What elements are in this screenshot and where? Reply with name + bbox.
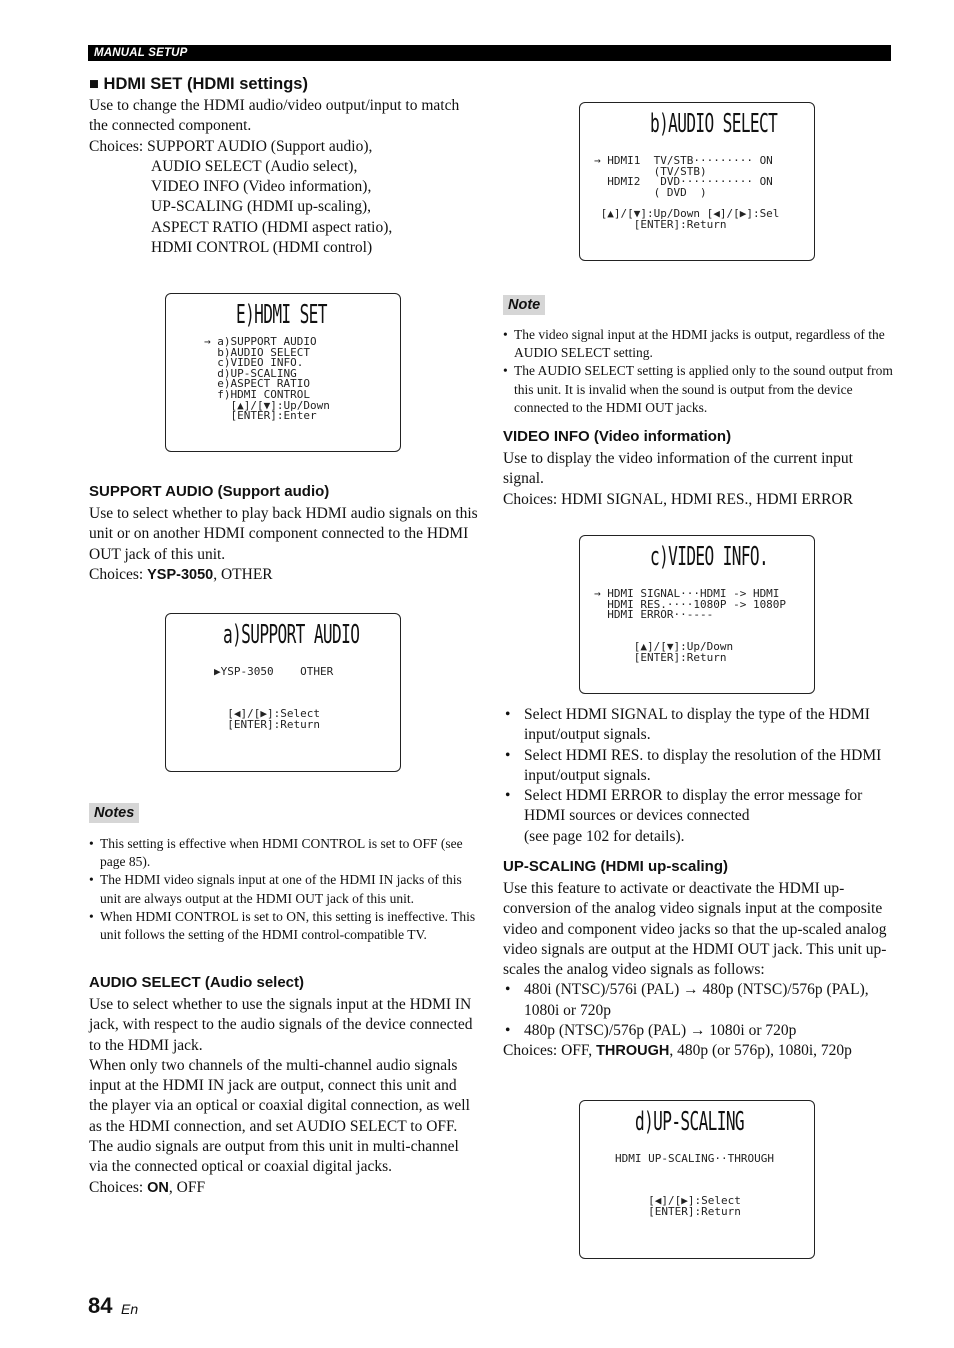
lcd-title: E)HDMI SET [236,300,327,330]
video-info-body: Use to display the video information of the current input signal. [503,450,853,488]
lcd-audio-select [579,102,815,261]
list-item: • 480p (NTSC)/576p (PAL) → 1080i or 720p [503,1021,893,1041]
section-header-bar [88,45,891,61]
video-info-section [503,428,893,510]
lcd-video-info [579,535,815,694]
list-item: • When HDMI CONTROL is set to ON, this setting is ineffective. This unit follows the setting of the HDMI control-compatible TV. [89,908,479,944]
page-number: 84 [88,1293,113,1318]
video-info-heading: VIDEO INFO (Video information) [503,428,732,445]
audio-select-choices: Choices: ON, OFF [89,1178,206,1196]
up-scaling-heading: UP-SCALING (HDMI up-scaling) [503,858,728,875]
list-item: • Select HDMI SIGNAL to display the type of the HDMI input/output signals. [503,705,893,746]
lcd-title: a)SUPPORT AUDIO [223,620,360,650]
up-scaling-body: Use this feature to activate or deactivate the HDMI up-conversion of the analog video signals input at the composite video and component video jacks so that the up-scaled analog video signals are output at the HDMI OUT jack. This unit up-scales the analog video signals as follows: [503,880,887,979]
hdmi-set-intro: Use to change the HDMI audio/video output/input to match the connected component. [89,97,460,135]
list-item: • The AUDIO SELECT setting is applied only to the sound output from this unit. It is invalid when the sound is output from the device connected to the HDMI OUT jacks. [503,362,893,417]
support-audio-body: Use to select whether to play back HDMI audio signals on this unit or on another HDMI component connected to the HDMI OUT jack of this unit. [89,505,478,563]
support-audio-section [89,483,479,585]
note-tag: Note [503,295,545,315]
left-column-top [89,75,479,258]
lcd-hdmi-set [165,293,401,452]
hdmi-set-choice: ASPECT RATIO (HDMI aspect ratio), [151,218,393,236]
hdmi-set-choice: HDMI CONTROL (HDMI control) [151,239,373,257]
support-audio-notes [89,835,479,944]
lcd-menu-lines: HDMI UP-SCALING··THROUGH [◀]/[▶]:Select [ENTER]:Return [615,1152,774,1218]
video-info-choices: Choices: HDMI SIGNAL, HDMI RES., HDMI ERROR [503,490,854,508]
lcd-menu-lines: → a)SUPPORT AUDIO b)AUDIO SELECT c)VIDEO INFO. d)UP-SCALING e)ASPECT RATIO f)HDMI CONTROL [▲]/[▼]:Up/Down [ENTER]:Enter [204,335,330,423]
audio-select-body: Use to select whether to use the signals input at the HDMI IN jack, with respect to the audio signals of the device connected to the HDMI jack. [89,996,473,1054]
section-header-label: MANUAL SETUP [94,47,188,59]
up-scaling-section [503,858,893,1062]
list-item: • The HDMI video signals input at one of the HDMI IN jacks of this unit are always output at the HDMI OUT jack of this unit. [89,871,479,907]
support-audio-choices: Choices: YSP-3050, OTHER [89,565,273,583]
up-scaling-choices: Choices: OFF, THROUGH, 480p (or 576p), 1080i, 720p [503,1042,852,1060]
lcd-support-audio [165,613,401,772]
list-item: • Select HDMI ERROR to display the error message for HDMI sources or devices connected [503,786,893,827]
support-audio-heading: SUPPORT AUDIO (Support audio) [89,483,330,500]
hdmi-set-heading: ■ HDMI SET (HDMI settings) [89,75,308,93]
lcd-title: c)VIDEO INFO. [650,542,769,572]
audio-select-heading: AUDIO SELECT (Audio select) [89,974,305,991]
lcd-menu-lines: → HDMI1 TV/STB········· ON (TV/STB) HDMI2 DVD··········· ON ( DVD ) [▲]/[▼]:Up/Down [◀]/[▶]:Sel [ENTER]:Return [594,154,780,231]
list-item: • The video signal input at the HDMI jacks is output, regardless of the AUDIO SELECT setting. [503,326,893,362]
video-info-bullets [503,705,893,827]
hdmi-set-choices-label: Choices: SUPPORT AUDIO (Support audio), [89,137,373,155]
notes-tag: Notes [89,803,139,823]
audio-select-body: When only two channels of the multi-channel audio signals input at the HDMI IN jack are output, connect this unit and the player via an optical or coaxial digital connection, as well as the HDMI connection, and set AUDIO SELECT to OFF. The audio signals are output from this unit in multi-channel via the connected optical or coaxial digital jacks. [89,1056,470,1176]
video-info-bullet-tail: (see page 102 for details). [524,828,685,845]
hdmi-set-choice: UP-SCALING (HDMI up-scaling), [151,198,371,216]
lcd-up-scaling [579,1100,815,1259]
hdmi-set-choice: VIDEO INFO (Video information), [151,178,372,196]
lcd-title: b)AUDIO SELECT [650,109,778,139]
page-language: En [121,1301,139,1317]
audio-select-section [89,974,479,1198]
lcd-menu-lines: → HDMI SIGNAL···HDMI -> HDMI HDMI RES.····1080P -> 1080P HDMI ERROR··---- [▲]/[▼]:Up/Down [ENTER]:Return [594,587,787,664]
lcd-menu-lines: ▶YSP-3050 OTHER [◀]/[▶]:Select [ENTER]:Return [214,665,334,731]
up-scaling-bullets [503,980,893,1041]
list-item: • 480i (NTSC)/576i (PAL) → 480p (NTSC)/576p (PAL), 1080i or 720p [503,980,893,1021]
audio-select-notes [503,326,893,417]
list-item: • This setting is effective when HDMI CONTROL is set to OFF (see page 85). [89,835,479,871]
lcd-title: d)UP-SCALING [635,1107,745,1137]
list-item: • Select HDMI RES. to display the resolution of the HDMI input/output signals. [503,746,893,787]
hdmi-set-choice: AUDIO SELECT (Audio select), [151,157,358,175]
